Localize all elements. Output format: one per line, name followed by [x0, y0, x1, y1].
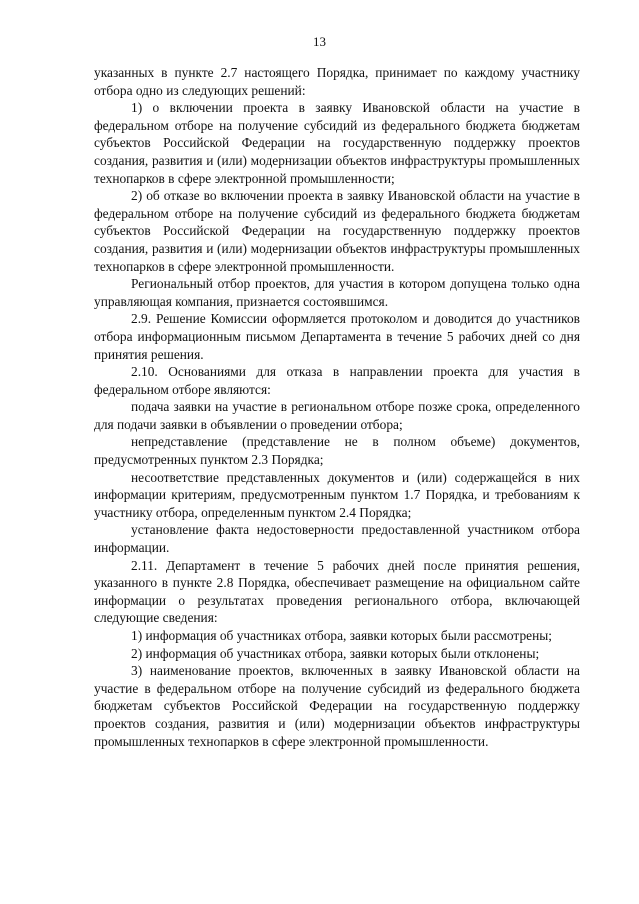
paragraph-2-9: 2.9. Решение Комиссии оформляется протоколом и доводится до участников отбора информационным письмом Департамента в течение 5 рабочих дней со дня принятия решения.	[94, 311, 580, 362]
paragraph-info-reviewed: 1) информация об участниках отбора, заявки которых были рассмотрены;	[131, 628, 552, 643]
paragraph-project-names: 3) наименование проектов, включенных в заявку Ивановской области на участие в федеральном отборе на получение субсидий из федерального бюджета бюджетам субъектов Российской Федерации на государственную поддержку проектов создания, развития и (или) модернизации объектов инфраструктуры промышленных технопарков в сфере электронной промышленности.	[94, 663, 580, 749]
paragraph-item-2-refuse: 2) об отказе во включении проекта в заявку Ивановской области на участие в федеральном отборе на получение субсидий из федерального бюджета бюджетам субъектов Российской Федерации на государственную поддержку проектов создания, развития и (или) модернизации объектов инфраструктуры промышленных технопарков в сфере электронной промышленности.	[94, 188, 580, 274]
paragraph-2-10: 2.10. Основаниями для отказа в направлении проекта для участия в федеральном отборе являются:	[94, 364, 580, 397]
page-number: 13	[313, 34, 326, 49]
paragraph-single-company: Региональный отбор проектов, для участия в котором допущена только одна управляющая компания, признается состоявшимся.	[94, 276, 580, 309]
paragraph-ground-late: подача заявки на участие в региональном отборе позже срока, определенного для подачи заявки в объявлении о проведении отбора;	[94, 399, 580, 432]
paragraph-ground-mismatch: несоответствие представленных документов и (или) содержащейся в них информации критериям, предусмотренным пунктом 1.7 Порядка, и требованиям к участнику отбора, определенным пунктом 2.4 Порядка;	[94, 469, 580, 520]
paragraph-item-1-include: 1) о включении проекта в заявку Ивановской области на участие в федеральном отборе на получение субсидий из федерального бюджета бюджетам субъектов Российской Федерации на государственную поддержку проектов создания, развития и (или) модернизации объектов инфраструктуры промышленных технопарков в сфере электронной промышленности;	[94, 100, 580, 186]
paragraph-2-11: 2.11. Департамент в течение 5 рабочих дней после принятия решения, указанного в пункте 2.8 Порядка, обеспечивает размещение на официальном сайте информации о результатах проведения регионального отбора, включающей следующие сведения:	[94, 557, 580, 626]
paragraph-ground-false-info: установление факта недостоверности предоставленной участником отбора информации.	[94, 522, 580, 556]
paragraph-info-rejected: 2) информация об участниках отбора, заявки которых были отклонены;	[131, 645, 540, 661]
paragraph-continuation: указанных в пункте 2.7 настоящего Порядка, принимает по каждому участнику отбора одно из следующих решений:	[94, 65, 580, 98]
document-body	[94, 64, 580, 750]
paragraph-ground-missing-docs: непредставление (представление не в полном объеме) документов, предусмотренных пунктом 2.3 Порядка;	[94, 434, 580, 468]
